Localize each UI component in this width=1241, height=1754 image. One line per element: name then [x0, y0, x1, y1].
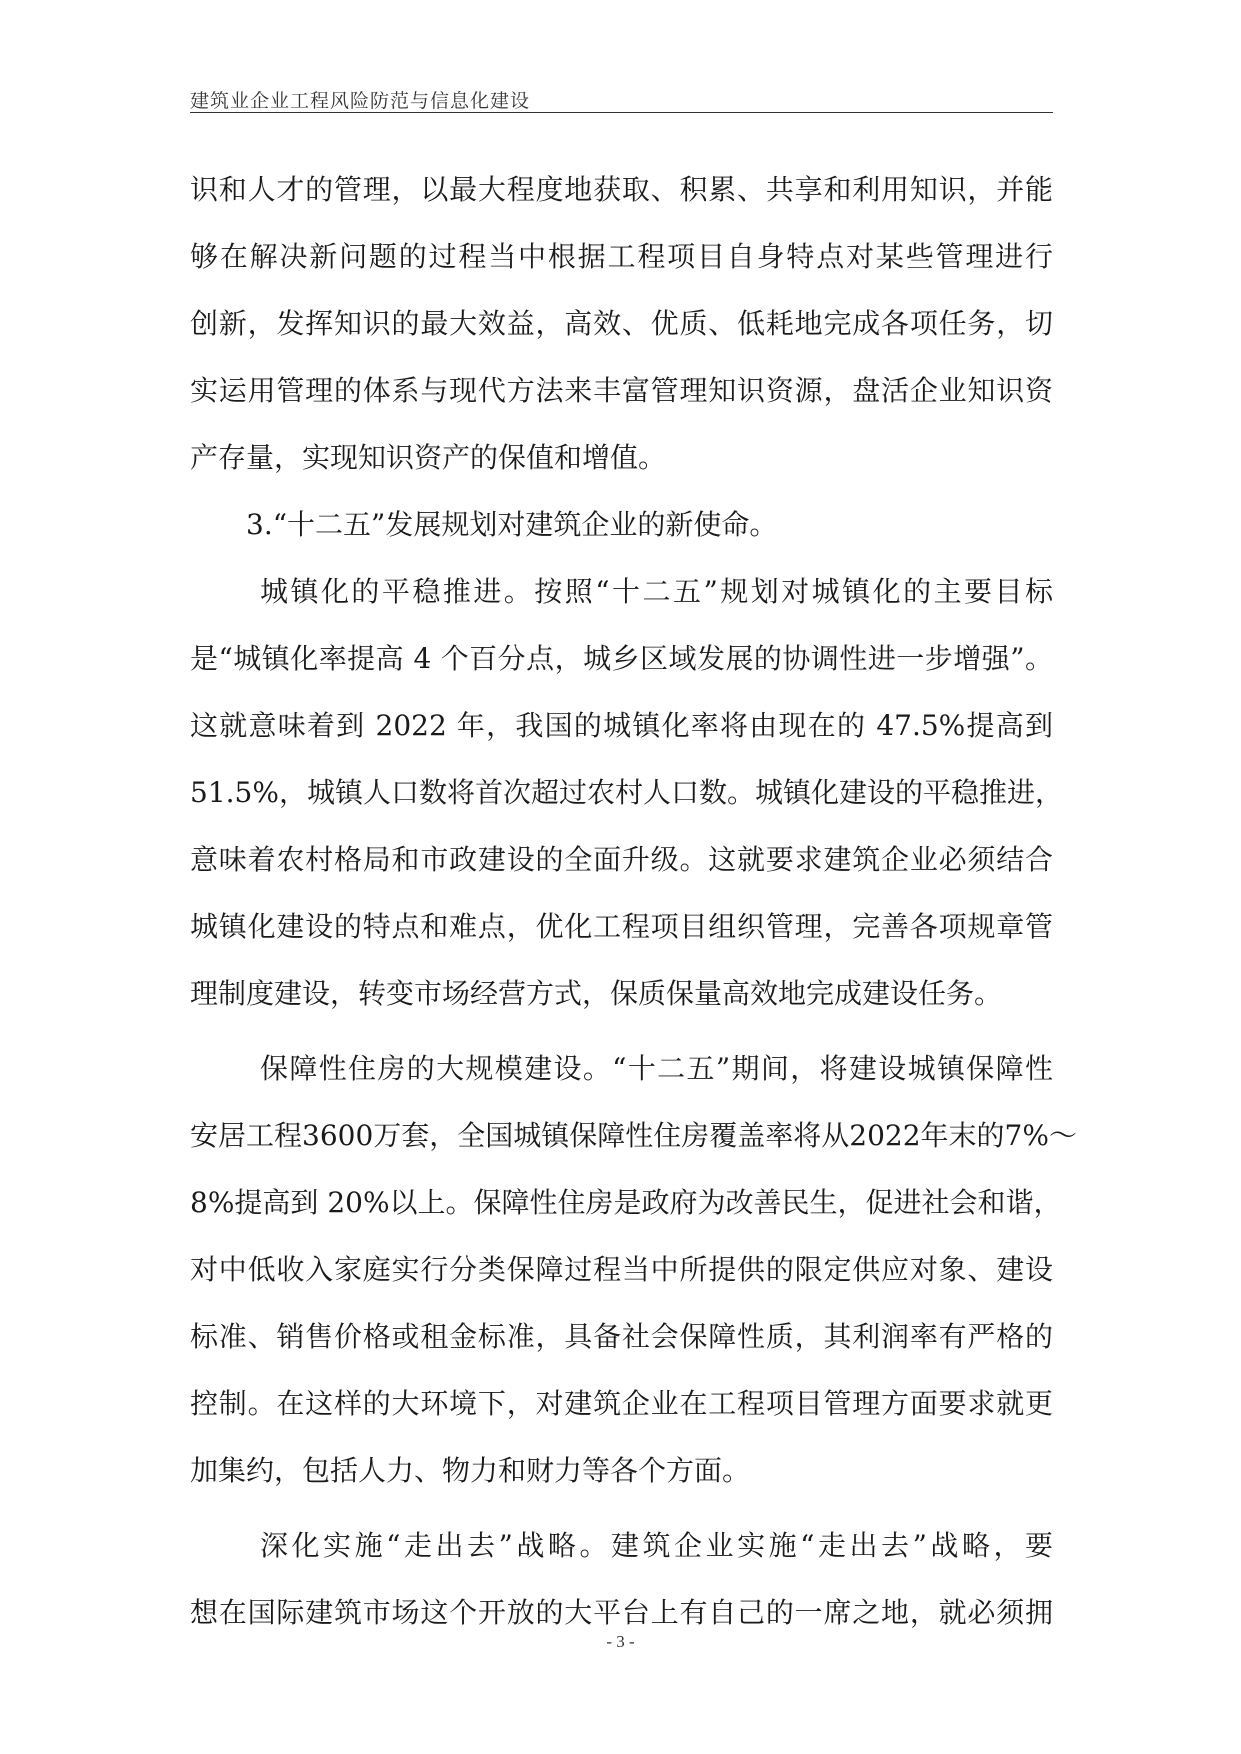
page-number: - 3 - [606, 1632, 635, 1651]
section-heading: 3.“十二五”发展规划对建筑企业的新使命。 [246, 508, 778, 541]
text-line: 标准、销售价格或租金标准，具备社会保障性质，其利润率有严格的 [190, 1320, 1053, 1353]
header-rule [190, 112, 1053, 113]
text-line: 创新，发挥知识的最大效益，高效、优质、低耗地完成各项任务，切 [190, 307, 1053, 340]
text-line: 深化实施“走出去”战略。建筑企业实施“走出去”战略，要 [260, 1529, 1053, 1562]
text-line: 这就意味着到 2022 年，我国的城镇化率将由现在的 47.5%提高到 [190, 709, 1053, 742]
text-line: 理制度建设，转变市场经营方式，保质保量高效地完成建设任务。 [190, 977, 1003, 1010]
text-line: 保障性住房的大规模建设。“十二五”期间，将建设城镇保障性 [260, 1052, 1053, 1085]
text-line: 控制。在这样的大环境下，对建筑企业在工程项目管理方面要求就更 [190, 1387, 1053, 1420]
text-line: 够在解决新问题的过程当中根据工程项目自身特点对某些管理进行 [190, 240, 1053, 273]
text-line: 是“城镇化率提高 4 个百分点，城乡区域发展的协调性进一步增强”。 [190, 642, 1053, 675]
text-line: 城镇化的平稳推进。按照“十二五”规划对城镇化的主要目标 [260, 575, 1053, 608]
text-line: 安居工程3600万套，全国城镇保障性住房覆盖率将从2022年末的7%～ [190, 1119, 1077, 1152]
text-line: 实运用管理的体系与现代方法来丰富管理知识资源，盘活企业知识资 [190, 374, 1053, 407]
text-line: 想在国际建筑市场这个开放的大平台上有自己的一席之地，就必须拥 [190, 1596, 1053, 1629]
text-line: 对中低收入家庭实行分类保障过程当中所提供的限定供应对象、建设 [190, 1253, 1053, 1286]
text-line: 识和人才的管理，以最大程度地获取、积累、共享和利用知识，并能 [190, 173, 1053, 206]
text-line: 城镇化建设的特点和难点，优化工程项目组织管理，完善各项规章管 [190, 910, 1053, 943]
text-line: 意味着农村格局和市政建设的全面升级。这就要求建筑企业必须结合 [190, 843, 1053, 876]
text-line: 51.5%，城镇人口数将首次超过农村人口数。城镇化建设的平稳推进， [190, 776, 1063, 809]
body-text [190, 156, 1077, 1646]
text-line: 产存量，实现知识资产的保值和增值。 [190, 441, 667, 474]
text-line: 加集约，包括人力、物力和财力等各个方面。 [190, 1454, 751, 1487]
text-line: 8%提高到 20%以上。保障性住房是政府为改善民生，促进社会和谐， [190, 1186, 1062, 1219]
running-header: 建筑业企业工程风险防范与信息化建设 [190, 90, 531, 112]
